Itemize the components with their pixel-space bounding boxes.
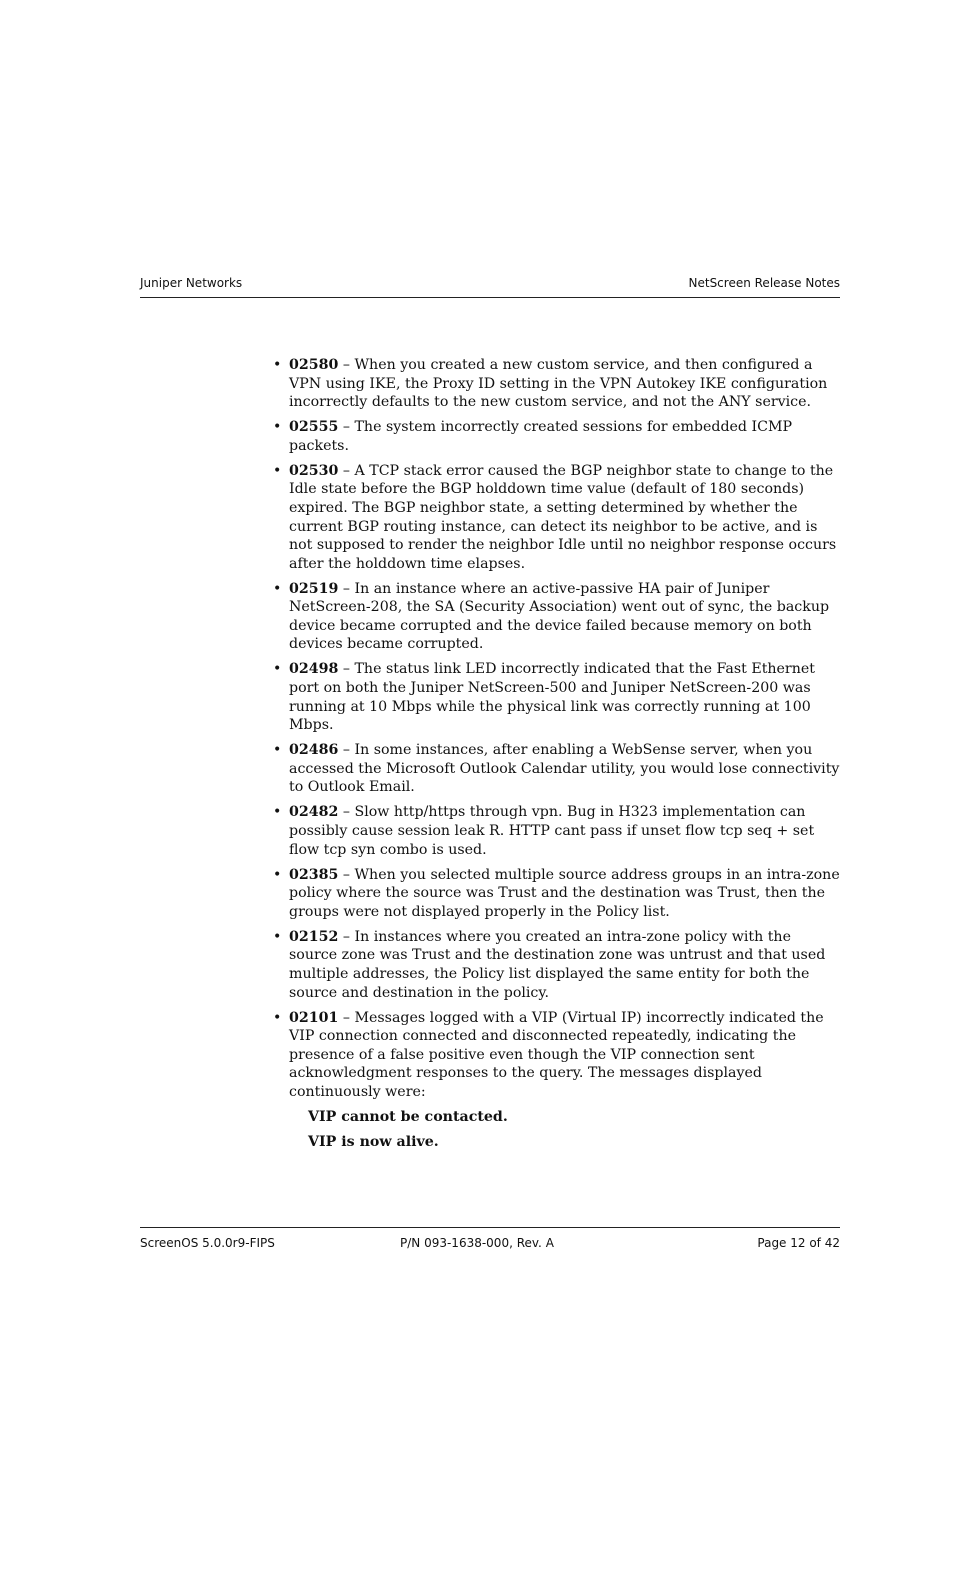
list-item <box>272 660 842 734</box>
issue-number: 02498 <box>289 661 339 678</box>
issue-text: – The status link LED incorrectly indicated that the Fast Ethernet port on both the Juniper NetScreen-500 and Juniper NetScreen-200 was running at 10 Mbps while the physical link was correctly running at 100 Mbps. <box>289 661 815 734</box>
footer-part-number: P/N 093-1638-000, Rev. A <box>400 1236 554 1250</box>
log-message: VIP cannot be contacted. <box>308 1108 508 1125</box>
issue-number: 02101 <box>289 1009 339 1026</box>
issue-number: 02385 <box>289 866 339 883</box>
issue-number: 02482 <box>289 804 339 821</box>
list-item <box>272 462 842 574</box>
list-item <box>272 866 842 922</box>
issue-number: 02580 <box>289 357 339 373</box>
issue-text: – In an instance where an active-passive HA pair of Juniper NetScreen-208, the SA (Security Association) went out of sync, the backup device became corrupted and the device failed because memory on both devices became corrupted. <box>289 580 830 653</box>
header-right: NetScreen Release Notes <box>688 276 840 290</box>
issue-text: – In some instances, after enabling a WebSense server, when you accessed the Microsoft Outlook Calendar utility, you would lose connectivity to Outlook Email. <box>289 742 840 796</box>
log-messages <box>308 1108 842 1152</box>
log-message: VIP is now alive. <box>308 1133 439 1150</box>
issue-text: – In instances where you created an intra-zone policy with the source zone was Trust and the destination zone was untrust and that used multiple addresses, the Policy list displayed the same entity for both the source and destination in the policy. <box>289 928 826 1001</box>
list-item <box>272 928 842 1002</box>
issue-text: – Messages logged with a VIP (Virtual IP) incorrectly indicated the VIP connection connected and disconnected repeatedly, indicating the presence of a false positive even though the VIP connection sent acknowledgment responses to the query. The messages displayed continuously were: <box>289 1009 824 1100</box>
issue-text: – A TCP stack error caused the BGP neighbor state to change to the Idle state before the BGP holddown time value (default of 180 seconds) expired. The BGP neighbor state, a setting determined by whether the current BGP routing instance, can detect its neighbor to be active, and is not supposed to render the neighbor Idle until no neighbor response occurs after the holddown time elapses. <box>289 462 837 572</box>
list-item <box>272 356 842 412</box>
page-footer <box>140 1227 840 1254</box>
list-item <box>272 580 842 654</box>
issue-text: – The system incorrectly created sessions for embedded ICMP packets. <box>289 419 793 454</box>
issue-number: 02152 <box>289 928 339 945</box>
issue-number: 02555 <box>289 419 339 436</box>
header-left: Juniper Networks <box>140 276 243 290</box>
issue-number: 02486 <box>289 742 339 759</box>
footer-page-number: Page 12 of 42 <box>757 1236 840 1250</box>
issue-text: – When you created a new custom service, and then configured a VPN using IKE, the Proxy ID setting in the VPN Autokey IKE configuration incorrectly defaults to the new custom service, and not the ANY service. <box>289 357 828 411</box>
list-item <box>272 418 842 455</box>
footer-version: ScreenOS 5.0.0r9-FIPS <box>140 1236 275 1250</box>
list-item <box>272 741 842 797</box>
page-header <box>140 276 840 298</box>
issue-number: 02530 <box>289 462 339 479</box>
list-item <box>272 1009 842 1102</box>
issue-number: 02519 <box>289 580 339 597</box>
list-item <box>272 803 842 859</box>
issue-text: – Slow http/https through vpn. Bug in H323 implementation can possibly cause session leak R. HTTP cant pass if unset flow tcp seq + set flow tcp syn combo is used. <box>289 804 815 858</box>
issue-text: – When you selected multiple source address groups in an intra-zone policy where the source was Trust and the destination was Trust, then the groups were not displayed properly in the Policy list. <box>289 866 840 920</box>
issue-list <box>272 356 842 1101</box>
page-body <box>272 356 842 1158</box>
